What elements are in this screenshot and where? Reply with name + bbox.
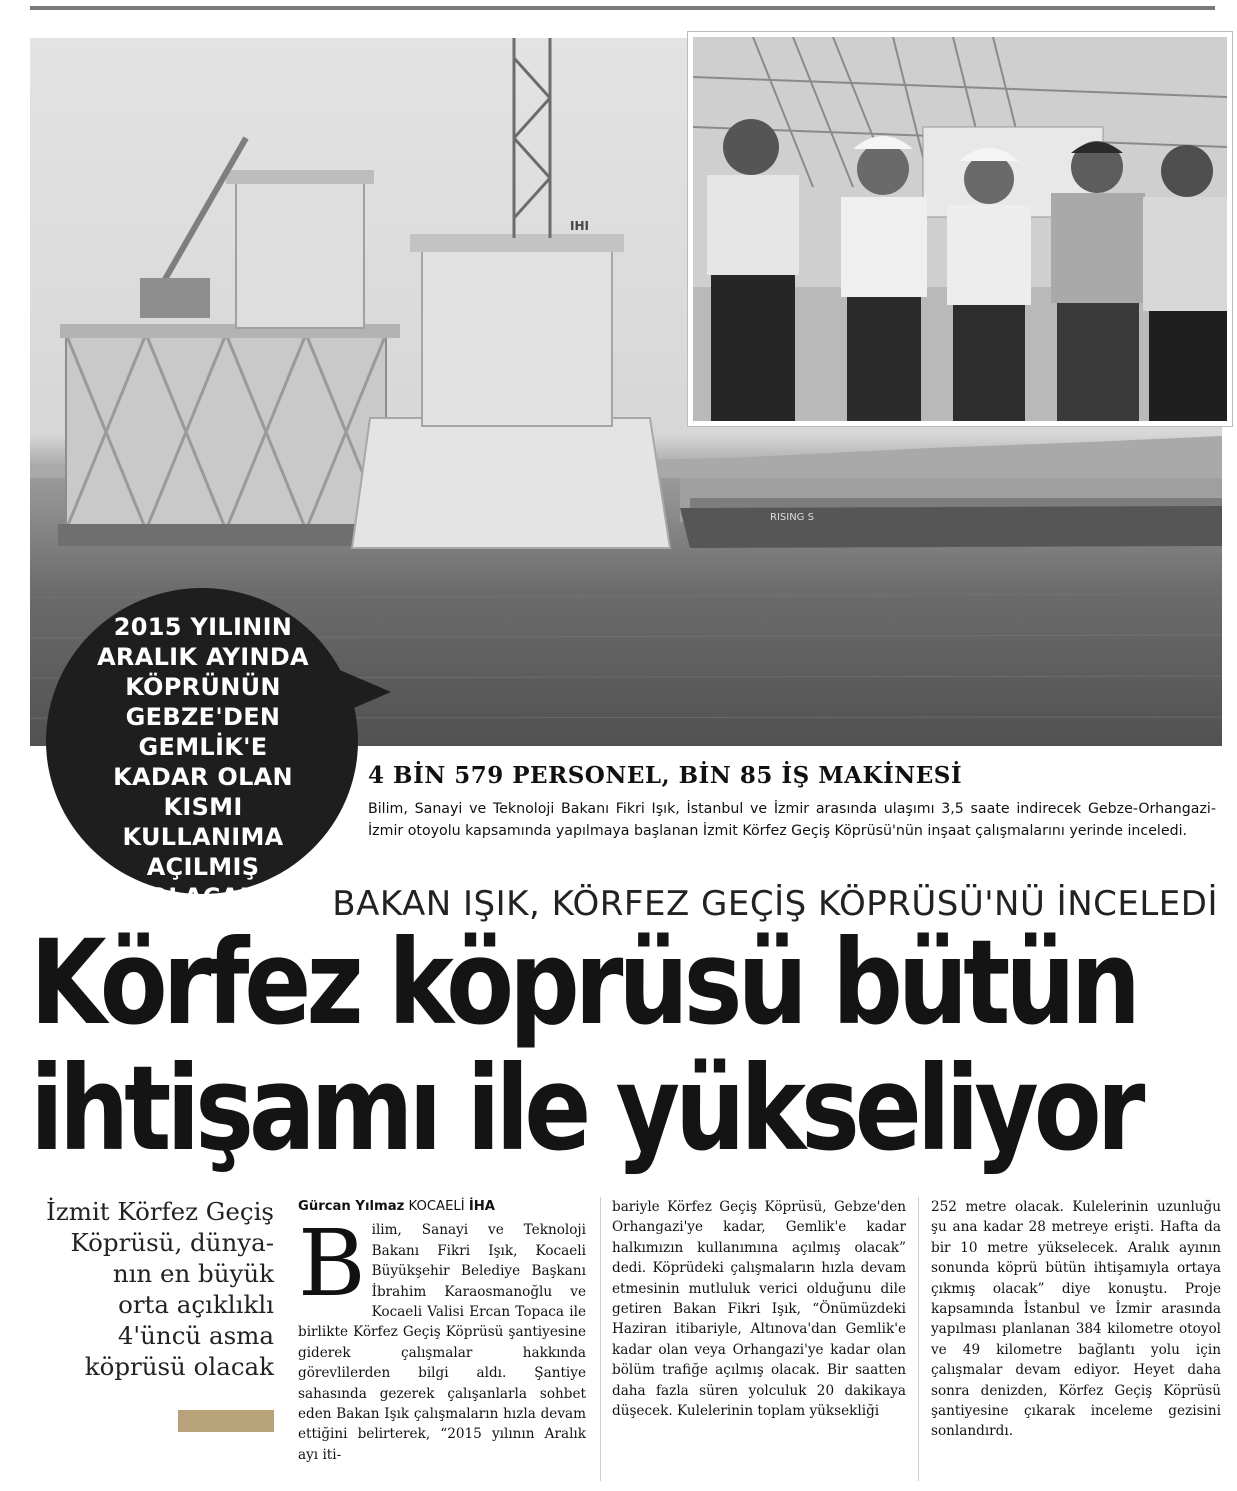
quote-bubble-text (72, 612, 334, 912)
byline-location: KOCAELİ (408, 1199, 465, 1214)
barge-name-label: RISING S (770, 512, 814, 523)
officials-inspection-photo (688, 32, 1232, 426)
headline-line-2: ihtişamı ile yükseliyor (30, 1040, 1141, 1177)
officials-inspection-illustration (693, 37, 1227, 421)
intro-paragraph: Bilim, Sanayi ve Teknoloji Bakanı Fikri Işık, İstanbul ve İzmir arasında ulaşımı 3,5 saate indirecek Gebze-Orhangazi-İzmir otoyolu kapsamında yapılmaya başlanan İzmit Körfez Geçiş Köprüsü'nün inşaat çalışmalarını yerinde inceledi. (368, 801, 1216, 839)
bubble-line: KÖPRÜNÜN (125, 673, 281, 701)
article-text: 252 metre olacak. Kulelerinin uzunluğu şu ana kadar 28 metreye erişti. Hafta da bir 10 metre yükselecek. Aralık ayının sonunda köprü bütün ihtişamıyla ortaya çıkmış olacak” diye konuştu. Proje kapsamında İstanbul ve İzmir arasında yapılması planlanan 384 kilometre otoyol ve 49 kilometre bağlantı yolu için çalışmalar devam ediyor. Heyet daha sonra denizden, Körfez Geçiş Köprüsü şantiyesine çıkarak inceleme gezisini sonlandırdı. (931, 1199, 1221, 1440)
drop-cap: B (298, 1210, 366, 1318)
headline-line-1: Körfez köprüsü bütün (30, 914, 1136, 1051)
bubble-line: OLACAK (147, 883, 259, 911)
byline-author: Gürcan Yılmaz (298, 1199, 405, 1214)
pull-quote-accent-bar (178, 1410, 274, 1432)
pull-quote-line: 4'üncü asma (117, 1321, 274, 1350)
pull-quote-line: Köprüsü, dünya- (70, 1228, 274, 1257)
column-rule (918, 1197, 919, 1481)
byline (298, 1197, 586, 1217)
kicker: BAKAN IŞIK, KÖRFEZ GEÇİŞ KÖPRÜSÜ'NÜ İNCELEDİ (332, 884, 1218, 924)
column-rule (600, 1197, 601, 1481)
bubble-line: KULLANIMA AÇILMIŞ (122, 823, 284, 881)
bubble-line: ARALIK AYINDA (97, 643, 309, 671)
bubble-line: GEBZE'DEN GEMLİK'E (125, 703, 281, 761)
bubble-line: KADAR OLAN KISMI (113, 763, 293, 821)
pull-quote-line: İzmit Körfez Geçiş (46, 1197, 274, 1226)
pull-quote-line: köprüsü olacak (84, 1352, 274, 1381)
pull-quote-line: nın en büyük (112, 1259, 274, 1288)
bubble-line: 2015 YILININ (113, 613, 293, 641)
pull-quote (30, 1196, 274, 1382)
byline-agency: İHA (468, 1199, 495, 1214)
pull-quote-line: orta açıklıklı (118, 1290, 274, 1319)
article-column-3 (931, 1197, 1221, 1442)
headline (30, 914, 1222, 1177)
subheading: 4 BİN 579 PERSONEL, BİN 85 İŞ MAKİNESİ (368, 762, 963, 789)
article-column-2 (612, 1197, 906, 1421)
top-rule (30, 6, 1215, 10)
article-text: ilim, Sanayi ve Teknoloji Bakanı Fikri Işık, Kocaeli Büyükşehir Belediye Başkanı İbrahim Karaosmanoğlu ve Kocaeli Valisi Ercan Topaca ile birlikte Körfez Geçiş Köprüsü şantiyesine giderek çalışmalar hakkında görevlilerden bilgi aldı. Şantiye sahasında gezerek çalışanlarla sohbet eden Bakan Işık çalışmaların hızla devam ettiğini belirterek, “2015 yılının Aralık ayı iti- (298, 1222, 586, 1463)
article-column-1 (298, 1197, 586, 1465)
crane-brand-label: IHI (570, 219, 589, 233)
article-text: bariyle Körfez Geçiş Köprüsü, Gebze'den Orhangazi'ye kadar, Gemlik'e kadar halkımızın kullanımına açılmış olacak” dedi. Köprüdeki çalışmaların hızla devam etmesinin mutluluk verici olduğunu dile getiren Bakan Fikri Işık, “Önümüzdeki Haziran itibariyle, Altınova'dan Gemlik'e kadar olan veya Orhangazi'ye kadar olan bölüm trafiğe açılmış olacak. Bir saatten daha fazla süren yolculuk 20 dakikaya düşecek. Kulelerinin toplam yüksekliği (612, 1199, 906, 1420)
